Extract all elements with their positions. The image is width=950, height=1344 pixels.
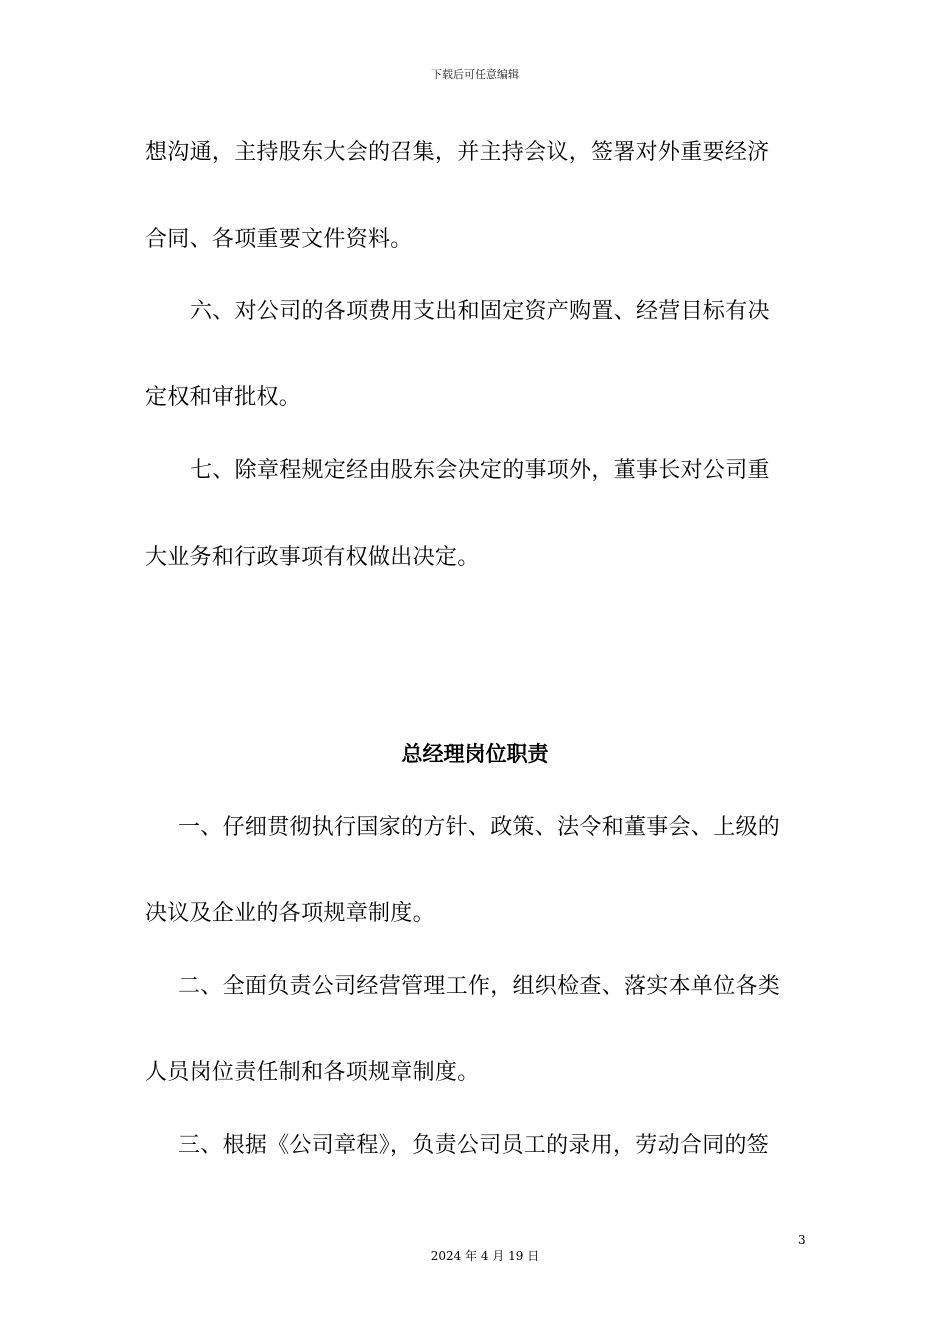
- paragraph-line: 七、除章程规定经由股东会决定的事项外，董事长对公司重: [190, 458, 770, 483]
- paragraph-line: 定权和审批权。: [145, 385, 302, 410]
- paragraph-line: 二、全面负责公司经营管理工作，组织检查、落实本单位各类: [178, 974, 781, 999]
- header-note: 下载后可任意编辑: [431, 68, 519, 81]
- paragraph-line: 决议及企业的各项规章制度。: [145, 901, 435, 926]
- section-title: 总经理岗位职责: [401, 742, 549, 766]
- paragraph-line: 人员岗位责任制和各项规章制度。: [145, 1060, 480, 1085]
- paragraph-line: 想沟通，主持股东大会的召集，并主持会议，签署对外重要经济: [145, 140, 770, 165]
- paragraph-line: 大业务和行政事项有权做出决定。: [145, 545, 480, 570]
- paragraph-line: 六、对公司的各项费用支出和固定资产购置、经营目标有决: [190, 299, 770, 324]
- paragraph-line: 三、根据《公司章程》，负责公司员工的录用，劳动合同的签: [178, 1133, 770, 1158]
- footer-date: 2024 年 4 月 19 日: [430, 1249, 540, 1263]
- page-number: 3: [798, 1233, 806, 1247]
- paragraph-line: 合同、各项重要文件资料。: [145, 227, 413, 252]
- paragraph-line: 一、仔细贯彻执行国家的方针、政策、法令和董事会、上级的: [178, 815, 781, 840]
